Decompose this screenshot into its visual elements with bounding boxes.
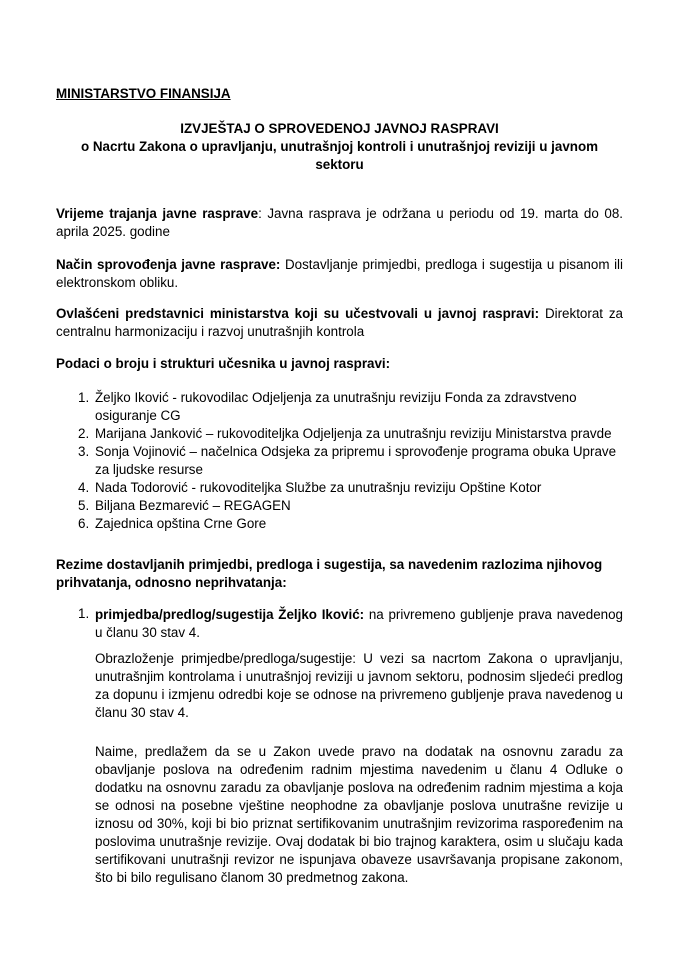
duration-label: Vrijeme trajanja javne rasprave bbox=[56, 206, 259, 221]
method-label: Način sprovođenja javne rasprave: bbox=[56, 257, 281, 272]
report-title bbox=[56, 120, 623, 174]
list-item-number: 5. bbox=[78, 498, 90, 513]
duration-text: : Javna rasprava je održana u periodu od 19. marta do 08. aprila 2025. godine bbox=[56, 206, 623, 239]
comment-item-text: na privremeno gubljenje prava navedenog u članu 30 stav 4. bbox=[95, 607, 623, 640]
ministry-name: MINISTARSTVO FINANSIJA bbox=[56, 86, 231, 101]
report-title-line2: o Nacrtu Zakona o upravljanju, unutrašnjoj kontroli i unutrašnjoj reviziji u javnom sektoru bbox=[80, 139, 599, 172]
list-item-text: Željko Iković - rukovodilac Odjeljenja za unutrašnju reviziju Fonda za zdravstveno osiguranje CG bbox=[95, 390, 577, 423]
method-paragraph bbox=[56, 256, 623, 292]
comment-item-label: primjedba/predlog/sugestija Željko Iković: bbox=[95, 607, 365, 622]
list-item-number: 3. bbox=[78, 444, 90, 459]
participants-heading: Podaci o broju i strukturi učesnika u javnoj raspravi: bbox=[56, 356, 391, 371]
representatives-text: Direktorat za centralnu harmonizaciju i razvoj unutrašnjih kontrola bbox=[56, 306, 623, 339]
participants-list bbox=[56, 389, 623, 533]
list-item-number: 6. bbox=[78, 516, 90, 531]
duration-paragraph bbox=[56, 205, 623, 241]
method-text: Dostavljanje primjedbi, predloga i sugestija u pisanom ili elektronskom obliku. bbox=[56, 257, 623, 290]
list-item bbox=[56, 479, 623, 497]
representatives-paragraph bbox=[56, 305, 623, 341]
comment-item-heading bbox=[95, 606, 623, 642]
comment-item-number: 1. bbox=[78, 606, 90, 621]
list-item-text: Marijana Janković – rukovoditeljka Odjeljenja za unutrašnju reviziju Ministarstva pravde bbox=[95, 426, 612, 441]
list-item bbox=[56, 389, 623, 425]
list-item-text: Sonja Vojinović – načelnica Odsjeka za pripremu i sprovođenje programa obuka Uprave za ljudske resurse bbox=[95, 444, 617, 477]
list-item bbox=[56, 515, 623, 533]
summary-heading: Rezime dostavljanih primjedbi, predloga i sugestija, sa navedenim razlozima njihovog prihvatanja, odnosno neprihvatanja: bbox=[56, 557, 603, 590]
list-item-number: 2. bbox=[78, 426, 90, 441]
list-item bbox=[56, 443, 623, 479]
list-item-number: 4. bbox=[78, 480, 90, 495]
comment-proposal: Naime, predlažem da se u Zakon uvede pravo na dodatak na osnovnu zaradu za obavljanje poslova na određenim radnim mjestima navedenim u članu 4 Odluke o dodatku na osnovnu zaradu za obavljanje poslova na određenim radnim mjestima a koja se odnosi na posebne vještine neophodne za obavljanje poslova unutrašne revizije u iznosu od 30%, koji bi bio priznat sertifikovanim unutrašnjim revizorima raspoređenim na poslovima unutrašnje revizije. Ovaj dodatak bi bio trajnog karaktera, osim u slučaju kada sertifikovani unutrašnji revizor ne ispunjava obaveze usavršavanja propisane zakonom, što bi bilo regulisano članom 30 predmetnog zakona. bbox=[95, 744, 623, 885]
representatives-label: Ovlašćeni predstavnici ministarstva koji su učestvovali u javnoj raspravi: bbox=[56, 306, 540, 321]
comment-explanation: Obrazloženje primjedbe/predloga/sugestije: U vezi sa nacrtom Zakona o upravljanju, unutrašnjim kontrolama i unutrašnjoj reviziji u javnom sektoru, podnosim sljedeći predlog za dopunu i izmjenu odredbi koje se odnose na privremeno gubljenje prava navedenog u članu 30 stav 4. bbox=[95, 651, 623, 720]
list-item bbox=[56, 497, 623, 515]
list-item-text: Biljana Bezmarević – REGAGEN bbox=[95, 498, 291, 513]
list-item bbox=[56, 425, 623, 443]
list-item-text: Nada Todorović - rukovoditeljka Službe za unutrašnju reviziju Opštine Kotor bbox=[95, 480, 542, 495]
list-item-text: Zajednica opština Crne Gore bbox=[95, 516, 267, 531]
report-title-line1: IZVJEŠTAJ O SPROVEDENOJ JAVNOJ RASPRAVI bbox=[180, 121, 499, 136]
list-item-number: 1. bbox=[78, 390, 90, 405]
